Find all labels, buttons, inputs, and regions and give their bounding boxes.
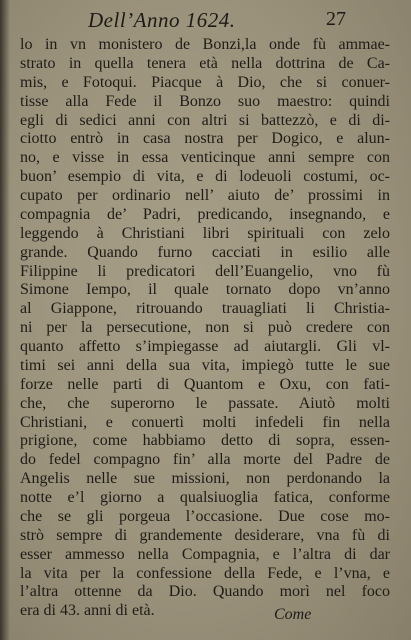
text-line: era di 43. anni di età. <box>20 602 155 620</box>
text-line: egli di sedici anni con altri si battezzò, e di di- <box>20 111 390 129</box>
text-line: leggendo à Christiani libri spirituali con zelo <box>20 224 390 242</box>
text-line: tisse alla Fede il Bonzo suo maestro: quindi <box>20 92 390 110</box>
text-line: ciotto entrò in casa nostra per Dogico, e alun- <box>20 130 390 148</box>
catchword: Come <box>274 606 312 623</box>
text-line: timi sei anni della sua vita, impiegò tutte le sue <box>20 356 390 374</box>
text-line: Christiani, e conuertì molti infedeli fin nella <box>20 413 390 431</box>
page-gutter-shadow <box>0 0 10 640</box>
text-line: la vita per la confessione della Fede, e l’vna, e <box>20 564 390 582</box>
text-line: cupato per ordinario nell’ aiuto de’ prossimi in <box>20 187 390 204</box>
text-line: compagnia de’ Padri, predicando, insegnando, e <box>20 205 390 223</box>
text-line: strò sempre di grandemente desiderare, vna fù di <box>20 526 390 544</box>
text-line: mis, e Fotoqui. Piacque à Dio, che si conuer- <box>20 73 390 91</box>
text-line: notte e’l giorno a qualsiuoglia fatica, conforme <box>20 489 390 506</box>
text-line: esser ammesso nella Compagnia, e l’altra di dar <box>20 545 390 563</box>
text-line: grande. Quando furno cacciati in esilio alle <box>20 243 390 261</box>
text-line: lo in vn monistero de Bonzi,la onde fù ammae- <box>20 36 390 53</box>
text-line: l’altra ottenne da Dio. Quando morì nel foco <box>20 583 390 601</box>
text-line: ni per la persecutione, non si può credere con <box>20 319 390 337</box>
text-line: forze nelle parti di Quantom e Oxu, con fati- <box>20 375 390 393</box>
text-line: no, e visse in essa venticinque anni sempre con <box>20 149 390 167</box>
text-line: quanto affetto s’impiegasse ad aiutargli. Gli vl- <box>20 338 390 355</box>
text-line: buon’ esempio di vita, e di lodeuoli costumi, oc- <box>20 168 390 186</box>
text-line: Angelis nelle sue missioni, non perdonando la <box>20 470 390 488</box>
running-title: Dell’Anno 1624. <box>88 8 236 32</box>
text-line: al Giappone, ritrouando trauagliati li Christia- <box>20 300 390 318</box>
body-text <box>20 36 390 621</box>
page-number: 27 <box>326 8 346 30</box>
text-line: Simone Iempo, il quale tornato dopo vn’anno <box>20 281 390 299</box>
text-line: strato in quella tenera età nella dottrina de Ca- <box>20 54 390 72</box>
text-line: Filippine li predicatori dell’Euangelio, vno fù <box>20 262 390 280</box>
page-header <box>0 8 411 36</box>
text-line: do fedel compagno fin’ alla morte del Padre de <box>20 451 390 469</box>
text-line: prigione, come habbiamo detto di sopra, essen- <box>20 432 390 450</box>
text-line: che se gli porgeua l’occasione. Due cose mo- <box>20 507 390 525</box>
text-line: che, che superorno le passate. Aiutò molti <box>20 394 390 412</box>
